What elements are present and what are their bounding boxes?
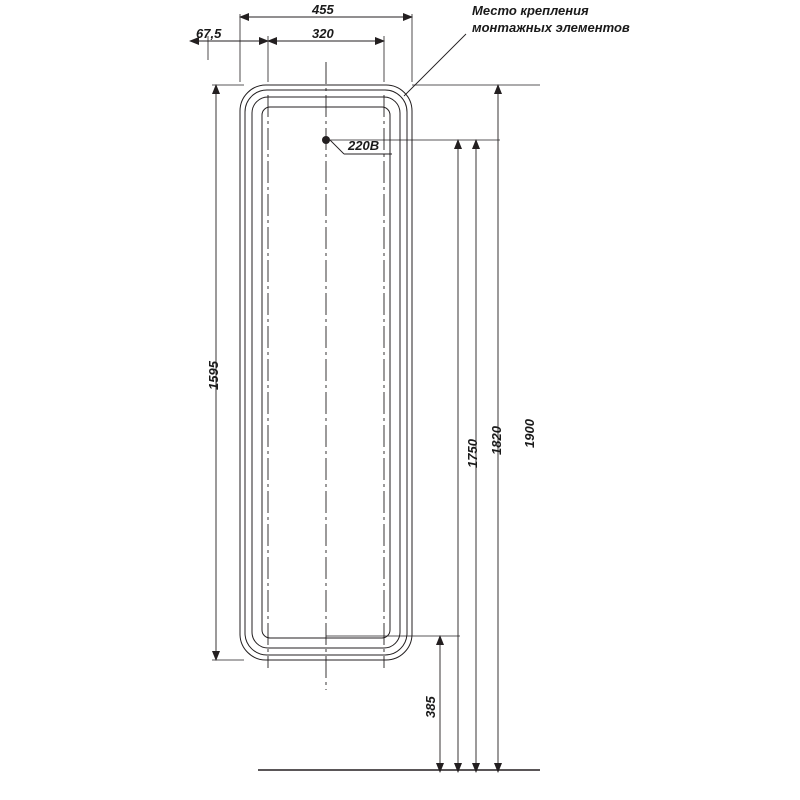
dim-label-67-5: 67,5 — [196, 26, 222, 41]
mounting-note-leader — [404, 34, 466, 96]
dim-label-385: 385 — [423, 696, 438, 718]
power-socket-label: 220В — [348, 138, 380, 153]
dim-label-1820: 1820 — [489, 426, 504, 455]
dim-label-1750: 1750 — [465, 439, 480, 468]
mounting-note-line-1: Место крепления — [472, 3, 589, 18]
dim-label-1900: 1900 — [522, 419, 537, 448]
socket-leader-line — [330, 140, 344, 154]
mounting-elements-note — [472, 3, 630, 37]
dim-label-1595: 1595 — [206, 361, 221, 390]
dim-label-455: 455 — [312, 2, 334, 17]
dim-label-320: 320 — [312, 26, 334, 41]
mounting-note-line-2: монтажных элементов — [472, 19, 630, 35]
socket-point-marker — [322, 136, 330, 144]
